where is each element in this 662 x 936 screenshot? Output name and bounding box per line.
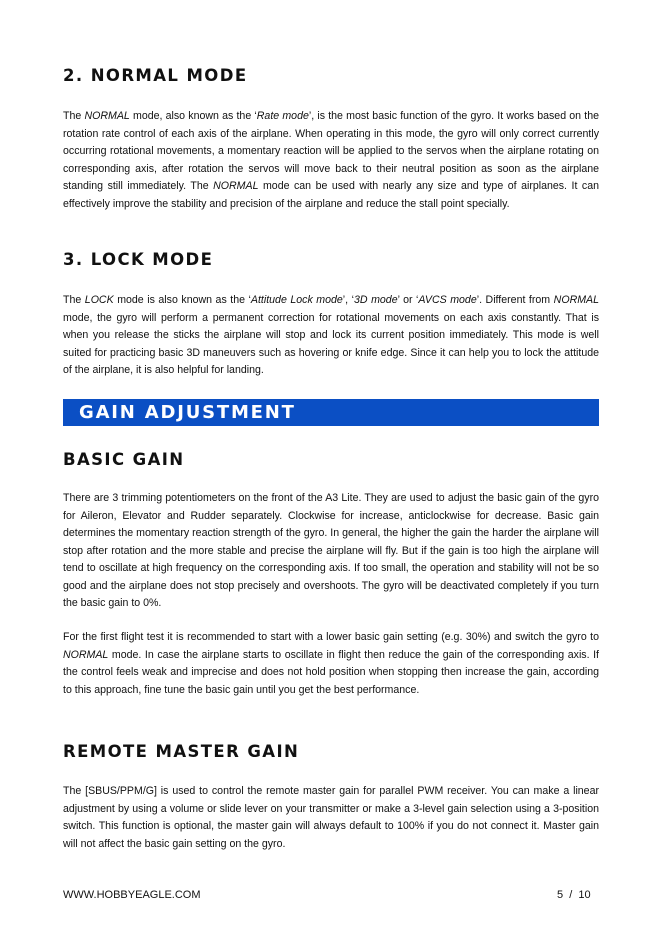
lock-mode-text bbox=[63, 292, 599, 380]
basic-gain-text-2 bbox=[63, 629, 599, 699]
normal-mode-paragraph: The NORMAL mode, also known as the ‘Rate mode’, is the most basic function of the gyro. It works based on the rotation rate control of each axis of the airplane. When operating in this mode, the gyro will only correct currently occurring rotational movements, a momentary reaction will be applied to the servos when the airplane rotating on corresponding axis, after rotation the servos will move back to their neutral position as soon as the airplane standing still immediately. The NORMAL mode can be used with nearly any size and type of airplanes. It can effectively improve the stability and precision of the airplane and reduce the stall point specially. bbox=[63, 110, 599, 210]
footer-page-number: 5 / 10 bbox=[557, 889, 591, 901]
heading-lock-mode: 3. LOCK MODE bbox=[63, 250, 214, 269]
section-remote-master-gain bbox=[63, 742, 599, 761]
remote-master-gain-paragraph: The [SBUS/PPM/G] is used to control the remote master gain for parallel PWM receiver. You can make a linear adjustment by using a volume or slide lever on your transmitter or make a 3-level gain selection using a 3-position switch. This function is optional, the master gain will always default to 100% if you do not connect it. Master gain will not affect the basic gain setting on the gyro. bbox=[63, 785, 599, 850]
heading-remote-master-gain: REMOTE MASTER GAIN bbox=[63, 742, 300, 761]
basic-gain-paragraph-2: For the first flight test it is recommended to start with a lower basic gain setting (e.g. 30%) and switch the gyro to NORMAL mode. In case the airplane starts to oscillate in flight then reduce the gain of the corresponding axis. If the control feels weak and imprecise and does not hold position when stopping then increase the gain, according to this approach, fine tune the basic gain until you get the best performance. bbox=[63, 631, 599, 696]
footer-website: WWW.HOBBYEAGLE.COM bbox=[63, 889, 201, 901]
normal-mode-text bbox=[63, 108, 599, 213]
section-basic-gain bbox=[63, 450, 599, 469]
basic-gain-paragraph-1: There are 3 trimming potentiometers on the front of the A3 Lite. They are used to adjust the basic gain of the gyro for Aileron, Elevator and Rudder separately. Clockwise for increase, anticlockwise for decrease. Basic gain determines the momentary reaction strength of the gyro. In general, the higher the gain the harder the airplane will stop after rotation and the more stable and precise the airplane will fly. But if the gain is too high the airplane will tend to oscillate at high frequency on the corresponding axis. If too small, the operation and stability will not be so good and the airplane does not stop precisely and overshoots. The gyro will be deactivated completely if you turn the basic gain to 0%. bbox=[63, 492, 599, 609]
section-normal-mode bbox=[63, 66, 599, 85]
remote-master-gain-text bbox=[63, 783, 599, 853]
gain-adjustment-banner bbox=[63, 399, 599, 426]
heading-normal-mode: 2. NORMAL MODE bbox=[63, 66, 248, 85]
section-lock-mode bbox=[63, 250, 599, 269]
lock-mode-paragraph: The LOCK mode is also known as the ‘Attitude Lock mode’, ‘3D mode’ or ‘AVCS mode’. Different from NORMAL mode, the gyro will perform a permanent correction for rotational movements on each axis constantly. That is when you release the sticks the airplane will stop and lock its current position immediately. This mode is well suited for practicing basic 3D maneuvers such as hovering or knife edge. Since it can help you to lock the attitude of the airplane, it is also helpful for landing. bbox=[63, 294, 599, 376]
heading-basic-gain: BASIC GAIN bbox=[63, 450, 185, 469]
gain-adjustment-title: GAIN ADJUSTMENT bbox=[79, 402, 296, 423]
basic-gain-text bbox=[63, 490, 599, 613]
